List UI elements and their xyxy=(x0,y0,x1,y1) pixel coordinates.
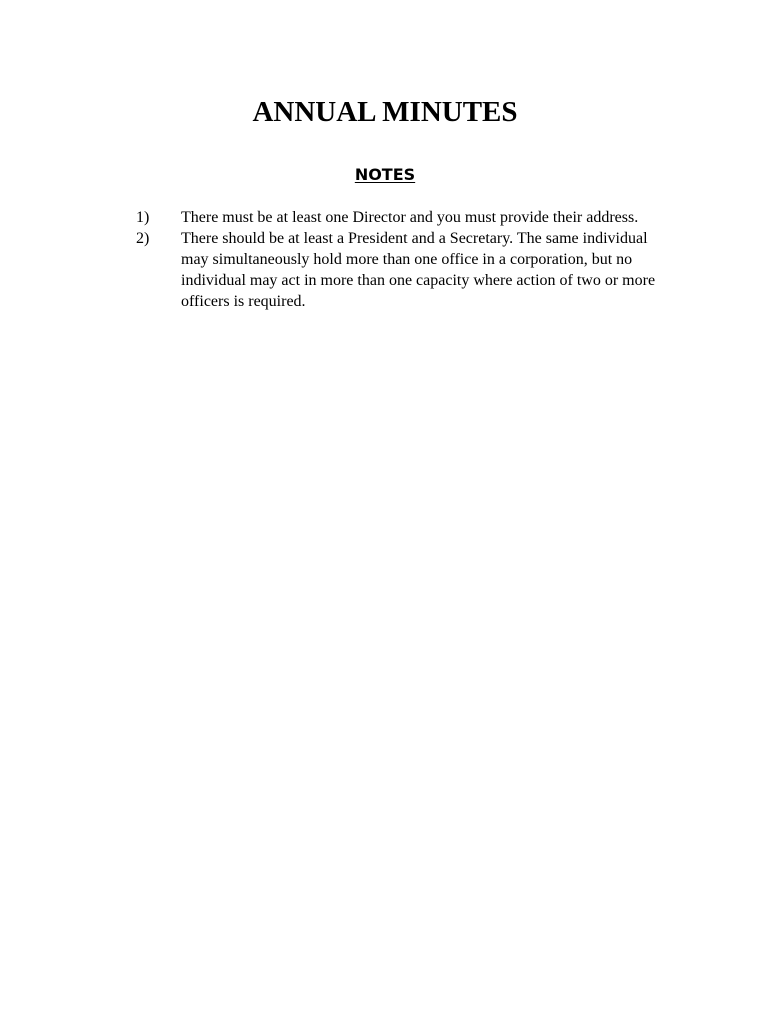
notes-heading-text: NOTES xyxy=(354,165,416,184)
note-text: There should be at least a President and a Secretary. The same individual may simultaneously hold more than one office in a corporation, but no individual may act in more than one capacity where action of two or more officers is required. xyxy=(181,230,656,310)
document-title: ANNUAL MINUTES xyxy=(252,96,518,128)
notes-heading xyxy=(0,164,770,186)
note-item xyxy=(136,207,656,228)
note-text: There must be at least one Director and you must provide their address. xyxy=(181,209,639,226)
notes-list xyxy=(136,207,656,312)
note-number: 1) xyxy=(136,209,150,226)
note-number: 2) xyxy=(136,230,150,247)
note-item xyxy=(136,228,656,312)
